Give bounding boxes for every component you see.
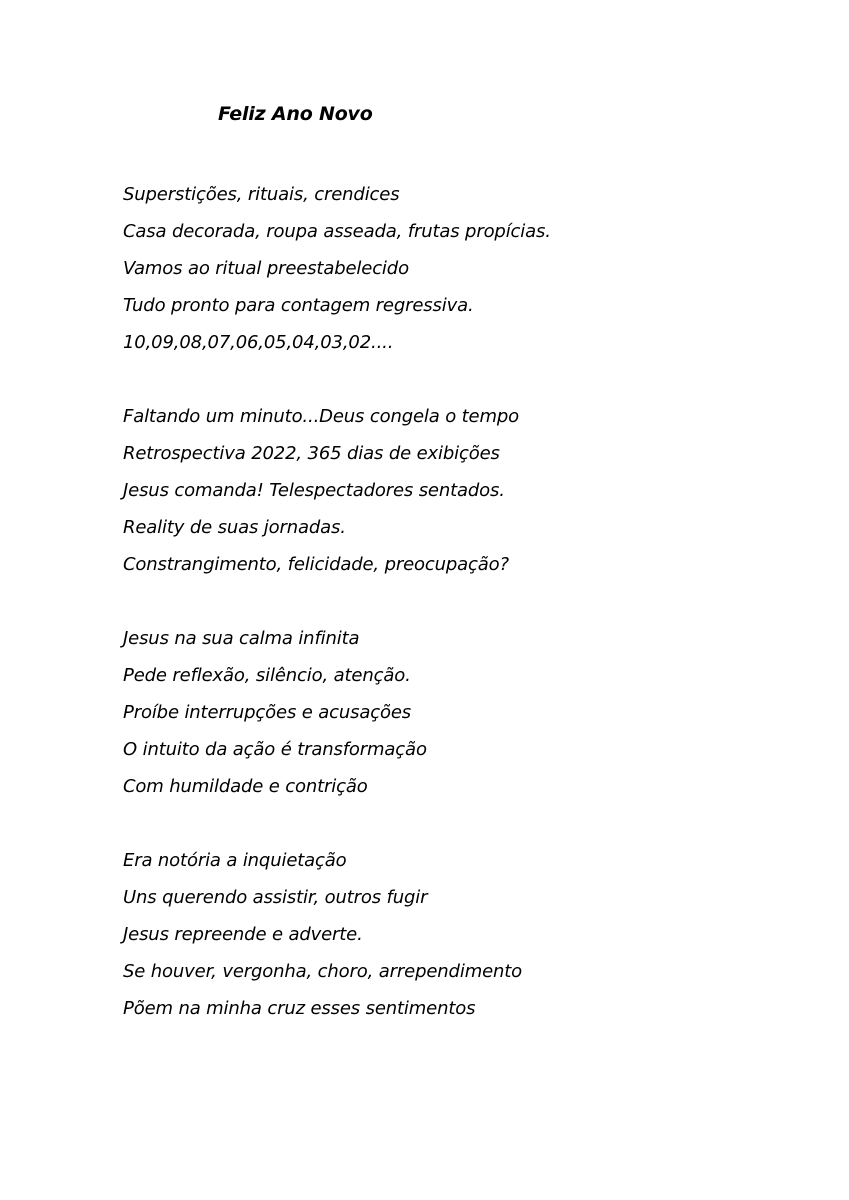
poem-line: Se houver, vergonha, choro, arrependimento — [123, 961, 523, 982]
poem-body — [123, 176, 823, 1064]
poem-line: Casa decorada, roupa asseada, frutas propícias. — [123, 221, 551, 242]
poem-line: Jesus na sua calma infinita — [123, 628, 360, 649]
poem-line: Reality de suas jornadas. — [123, 517, 346, 538]
poem-line: Superstições, rituais, crendices — [123, 184, 400, 205]
stanza-1 — [123, 176, 823, 361]
poem-line: Jesus comanda! Telespectadores sentados. — [123, 480, 505, 501]
poem-line: Retrospectiva 2022, 365 dias de exibições — [123, 443, 500, 464]
poem-line: Constrangimento, felicidade, preocupação? — [123, 554, 509, 575]
poem-line: Faltando um minuto...Deus congela o tempo — [123, 406, 519, 427]
stanza-2 — [123, 398, 823, 583]
poem-line: 10,09,08,07,06,05,04,03,02.... — [123, 332, 394, 353]
poem-line: Uns querendo assistir, outros fugir — [123, 887, 428, 908]
poem-line: Proíbe interrupções e acusações — [123, 702, 411, 723]
stanza-4 — [123, 842, 823, 1027]
poem-line: O intuito da ação é transformação — [123, 739, 427, 760]
poem-line: Pede reflexão, silêncio, atenção. — [123, 665, 411, 686]
poem-line: Com humildade e contrição — [123, 776, 368, 797]
poem-line: Era notória a inquietação — [123, 850, 347, 871]
poem-line: Jesus repreende e adverte. — [123, 924, 363, 945]
stanza-3 — [123, 620, 823, 805]
poem-title: Feliz Ano Novo — [218, 103, 373, 125]
poem-line: Vamos ao ritual preestabelecido — [123, 258, 409, 279]
poem-line: Põem na minha cruz esses sentimentos — [123, 998, 476, 1019]
poem-line: Tudo pronto para contagem regressiva. — [123, 295, 474, 316]
